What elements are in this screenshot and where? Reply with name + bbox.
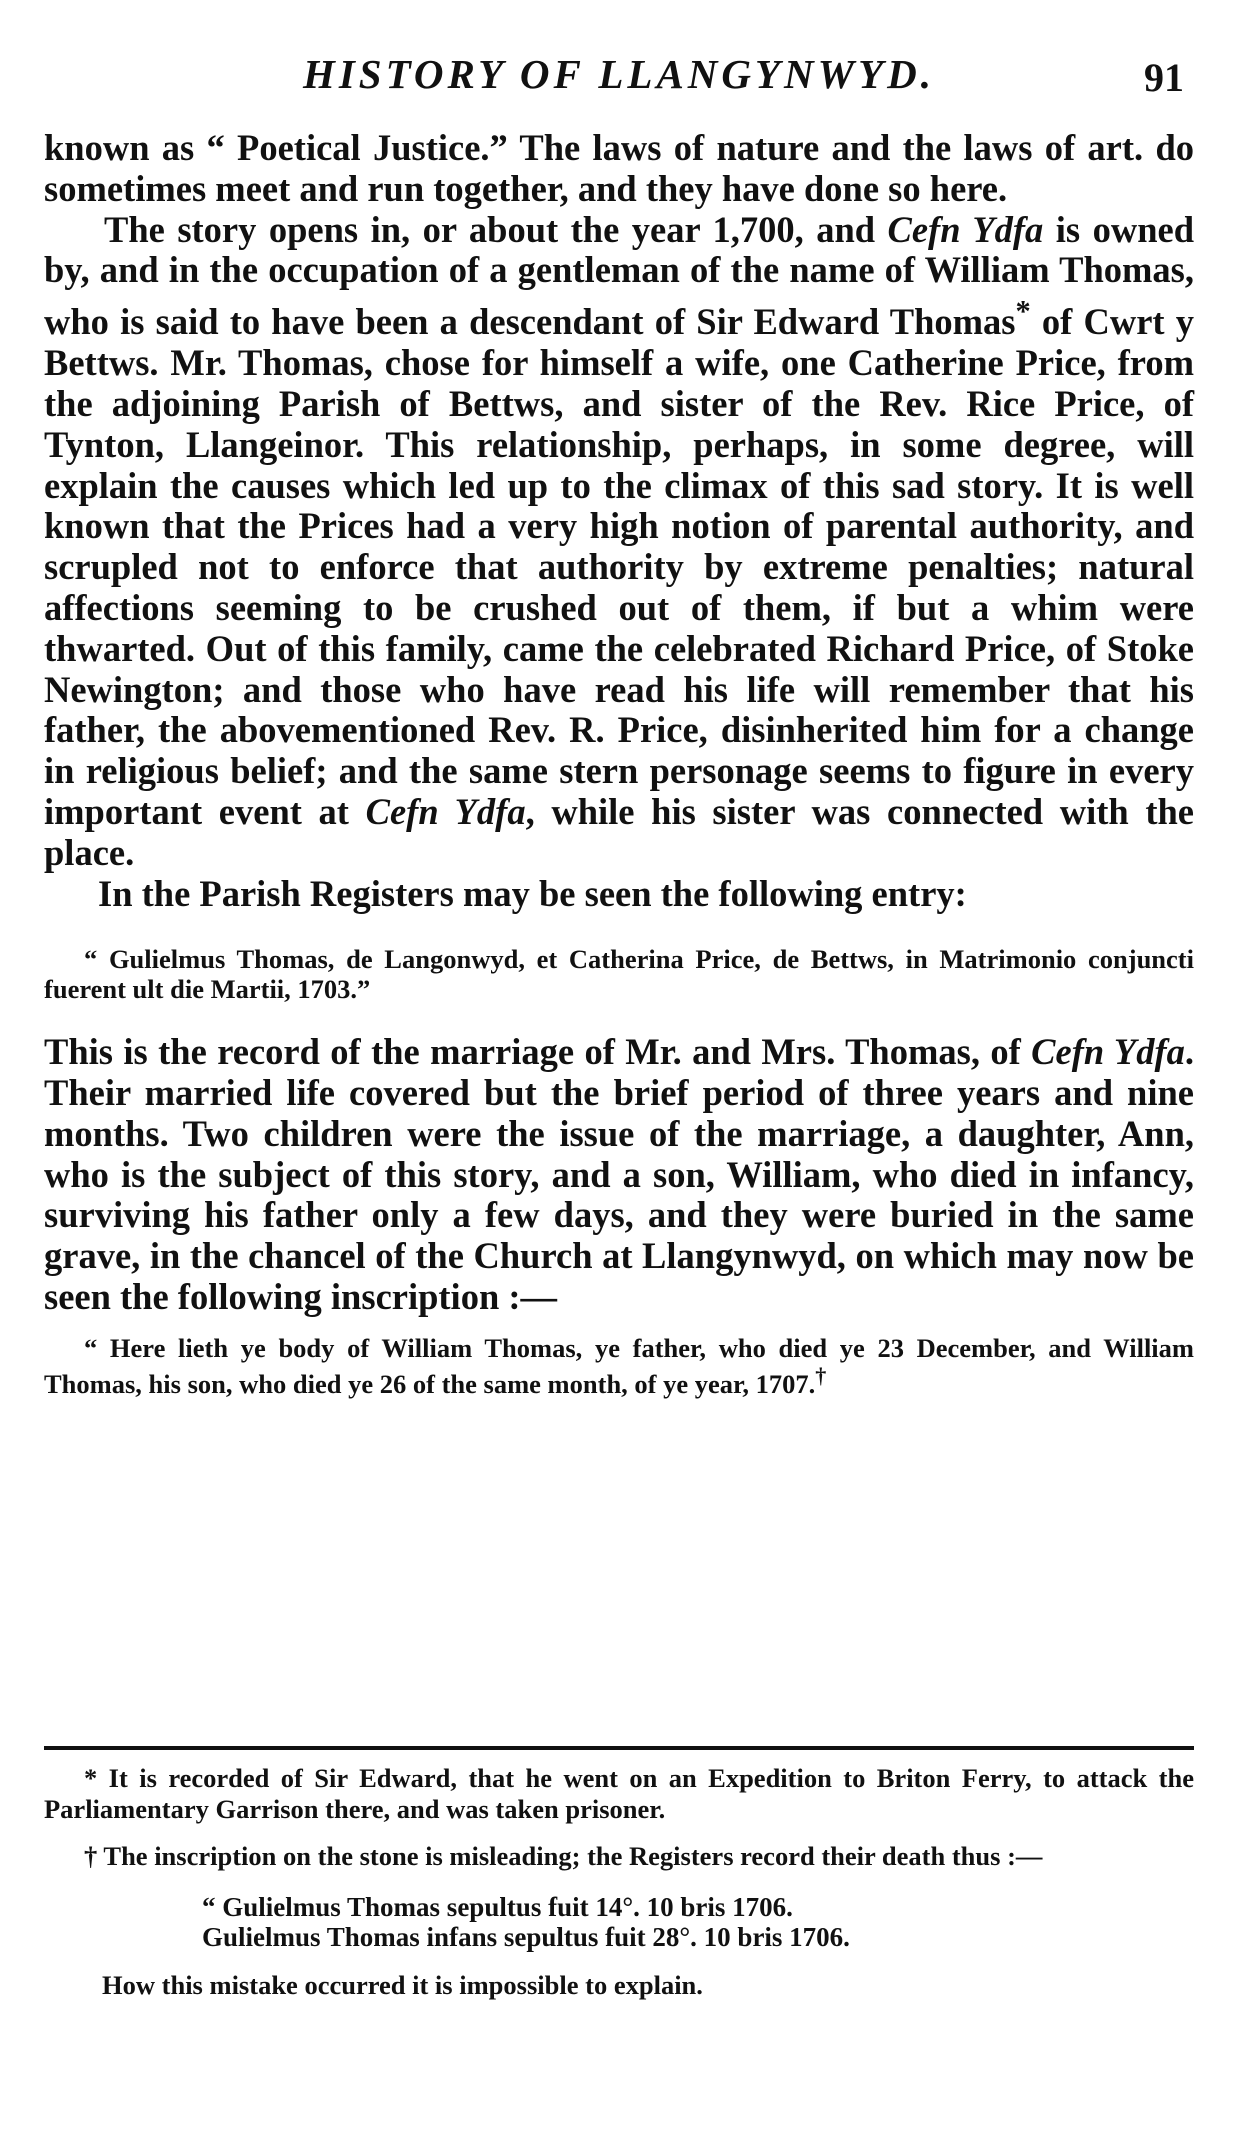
main-text xyxy=(44,128,1194,1398)
place-name-cefn-ydfa: Cefn Ydfa xyxy=(887,208,1044,250)
inscription-line: “ Gulielmus Thomas sepultus fuit 14°. 10 bris 1706. xyxy=(202,1892,793,1922)
para4-text-a: This is the record of the marriage of Mr. and Mrs. Thomas, of xyxy=(44,1031,1032,1073)
para4-text-b: . Their married life covered but the brief period of three years and nine months. Two children were the issue of the marriage, a daughter, Ann, who is the subject of this story, and a son, William, who died in infancy, surviving his father only a few days, and they were buried in the same grave, in the chancel of the Church at Llangynwyd, on which may now be seen the following inscription :— xyxy=(44,1031,1194,1318)
para2-text-a: The story opens in, or about the year 1,700, and xyxy=(104,208,888,250)
para2-text-b: is owned by, and in the occupation of a gentleman of the name of William Thomas, who is said to have been a descendant of Sir Edward Thomas xyxy=(44,208,1195,343)
register-inscription xyxy=(44,1892,1194,1952)
para2-text-d: , while his sister was connected with the place. xyxy=(44,790,1195,873)
page-number: 91 xyxy=(1144,55,1184,100)
paragraph-story-opens xyxy=(44,210,1194,874)
tomb-inscription-quote xyxy=(44,1334,1194,1398)
place-name-cefn-ydfa: Cefn Ydfa xyxy=(1031,1031,1185,1073)
paragraph-parish-registers: In the Parish Registers may be seen the following entry: xyxy=(98,872,967,914)
quote2-text: “ Here lieth ye body of William Thomas, ye father, who died ye 23 December, and William Thomas, his son, who died ye 26 of the same month, of ye year, 1707. xyxy=(44,1332,1194,1399)
footnote-sir-edward: * It is recorded of Sir Edward, that he went on an Expedition to Briton Ferry, to attack the Parliamentary Garrison there, and was taken prisoner. xyxy=(44,1763,1194,1824)
footnote-closing: How this mistake occurred it is impossible to explain. xyxy=(102,1970,703,2000)
marriage-register-quote: “ Gulielmus Thomas, de Langonwyd, et Catherina Price, de Bettws, in Matrimonio conjuncti fuerent ult die Martii, 1703.” xyxy=(44,944,1194,1005)
paragraph-marriage-record xyxy=(44,1032,1194,1318)
inscription-line: Gulielmus Thomas infans sepultus fuit 28°. 10 bris 1706. xyxy=(202,1922,850,1952)
para2-text-c: of Cwrt y Bettws. Mr. Thomas, chose for himself a wife, one Catherine Price, from the adjoining Parish of Bettws, and sister of the Rev. Rice Price, of Tynton, Llangeinor. This relationship, perhaps, in some degree, will explain the causes which led up to the climax of this sad story. It is well known that the Prices had a very high notion of parental authority, and scrupled not to enforce that authority by extreme penalties; natural affections seeming to be crushed out of them, if but a whim were thwarted. Out of this family, came the celebrated Richard Price, of Stoke Newington; and those who have read his life will remember that his father, the abovementioned Rev. R. Price, disinherited him for a change in religious belief; and the same stern personage seems to figure in every important event at xyxy=(44,301,1194,832)
paragraph-poetical-justice: known as “ Poetical Justice.” The laws of nature and the laws of art. do sometimes meet and run together, and they have done so here. xyxy=(44,127,1194,209)
footnote-divider xyxy=(44,1746,1194,1750)
footnote-marker-asterisk: * xyxy=(1015,294,1031,329)
page-header xyxy=(44,44,1194,104)
footnote-inscription: † The inscription on the stone is misleading; the Registers record their death thus :— xyxy=(84,1841,1043,1871)
place-name-cefn-ydfa: Cefn Ydfa xyxy=(365,790,526,832)
running-title: HISTORY OF LLANGYNWYD. xyxy=(302,51,936,97)
footnote-marker-dagger: † xyxy=(815,1362,827,1388)
footnotes xyxy=(44,1763,1194,2000)
